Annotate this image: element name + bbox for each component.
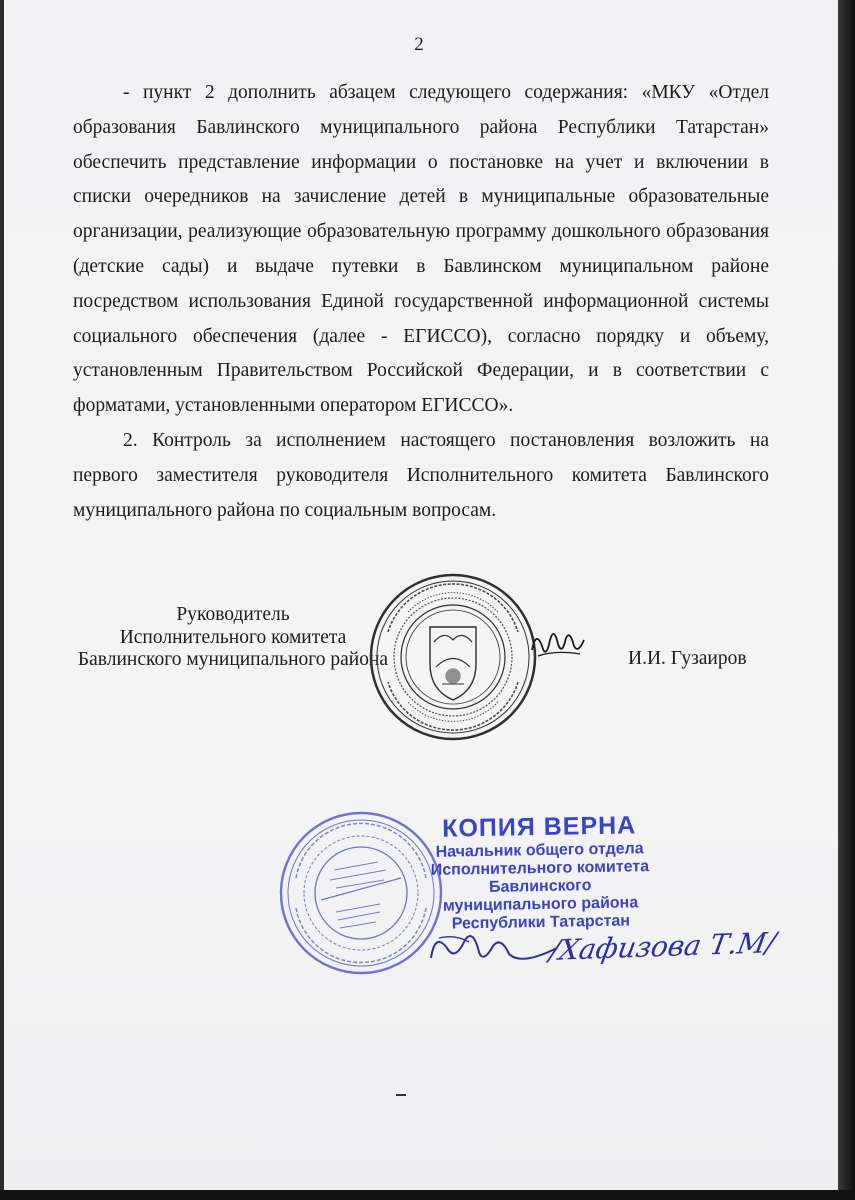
signatory-name: И.И. Гузаиров	[628, 648, 747, 669]
copy-stamp-heading: КОПИЯ ВЕРНА	[441, 811, 637, 843]
copy-signature	[425, 918, 565, 976]
signatory-title	[73, 604, 393, 672]
handwritten-name: /Хафизова Т.М/	[547, 925, 779, 968]
scan-edge-left	[0, 0, 4, 1200]
handwritten-signature	[528, 620, 588, 668]
paragraph-amendment: - пункт 2 дополнить абзацем следующего содержания: «МКУ «Отдел образования Бавлинского муниципального района Республики Татарстан» обеспечить представление информации о постановке на учет и включении в списки очередников на зачисление детей в муниципальные образовательные организации, реализующие образовательную программу дошкольного образования (детские сады) и выдаче путевки в Бавлинском муниципальном районе посредством использования Единой государственной информационной системы социального обеспечения (далее - ЕГИССО), согласно порядку и объему, установленным Правительством Российской Федерации, и в соответствии с форматами, установленными оператором ЕГИССО».	[73, 82, 769, 417]
paragraph-control: 2. Контроль за исполнением настоящего постановления возложить на первого заместителя руководителя Исполнительного комитета Бавлинского муниципального района по социальным вопросам.	[73, 429, 769, 521]
copy-stamp-line-5: Республики Татарстан	[451, 912, 631, 933]
scan-edge-bottom	[0, 1190, 855, 1200]
copy-stamp-line-2: Исполнительного комитета	[430, 858, 650, 879]
signatory-title-line-3: Бавлинского муниципального района	[77, 649, 389, 670]
copy-stamp-line-1: Начальник общего отдела	[435, 840, 644, 861]
copy-stamp-line-4: муниципального района	[442, 894, 639, 915]
signatory-title-line-2: Исполнительного комитета	[119, 626, 347, 648]
scan-edge-right	[838, 0, 855, 1200]
coat-of-arms-icon	[430, 627, 476, 700]
signatory-title-line-1: Руководитель	[176, 604, 290, 625]
copy-stamp-line-3: Бавлинского	[488, 877, 592, 896]
document-body	[73, 76, 769, 528]
official-seal	[368, 572, 538, 742]
page-number: 2	[414, 34, 424, 55]
copy-certified-stamp	[419, 810, 661, 934]
dash-mark	[396, 1094, 406, 1096]
